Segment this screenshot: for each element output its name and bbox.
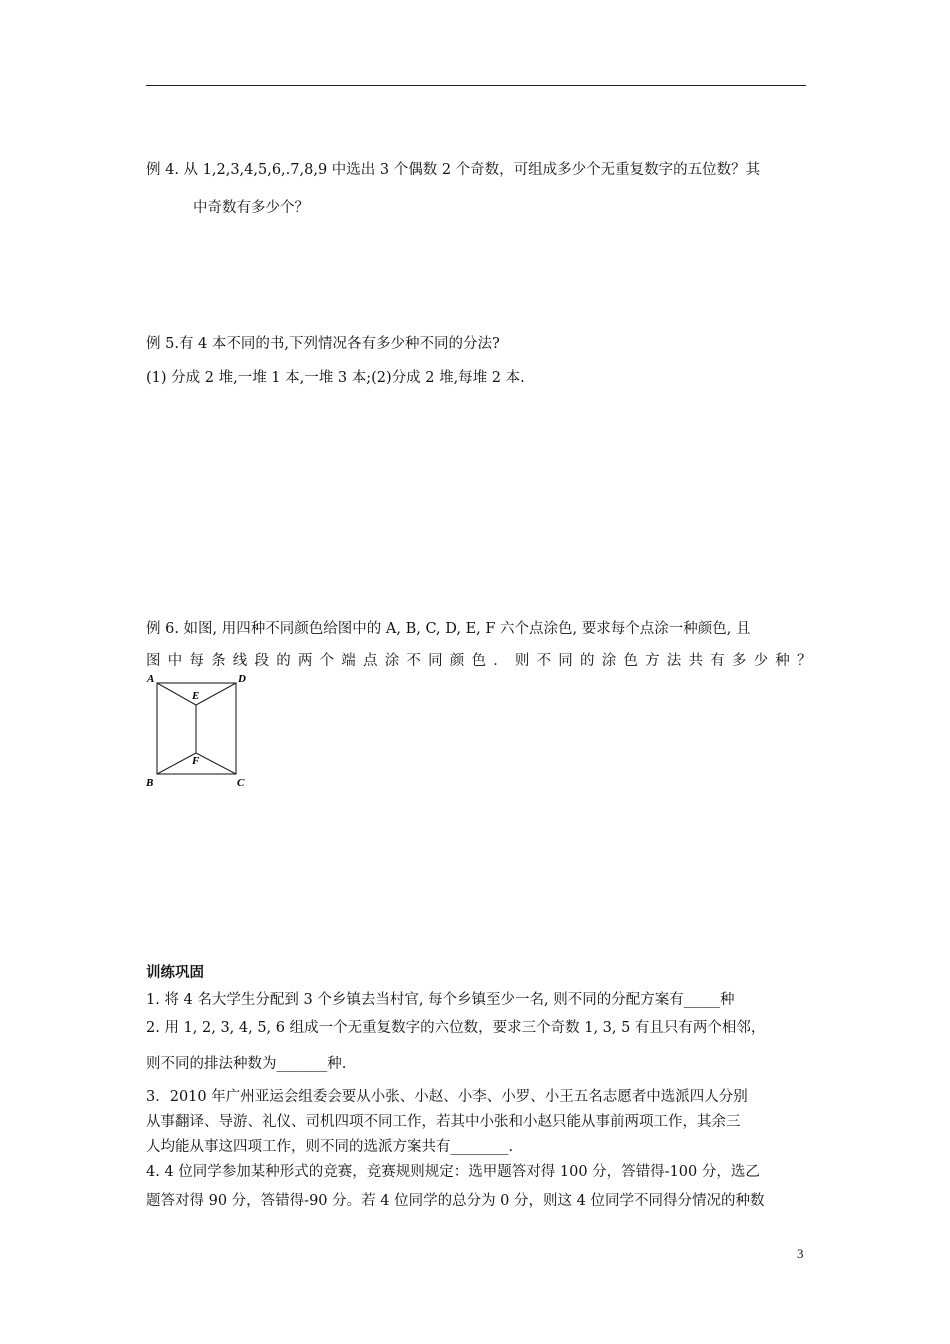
example4-line2: 中奇数有多少个？ xyxy=(193,200,309,216)
segment-CF xyxy=(196,753,236,774)
practice-q4-line2: 题答对得 90 分，答错得-90 分。若 4 位同学的总分为 0 分，则这 4 位同学不同得分情况的种数 xyxy=(146,1193,765,1209)
label-C: C xyxy=(237,777,245,788)
page-number: 3 xyxy=(797,1246,804,1261)
practice-heading: 训练巩固 xyxy=(146,965,204,981)
example4-line1: 例 4. 从 1,2,3,4,5,6,.7,8,9 中选出 3 个偶数 2 个奇数，可组成多少个无重复数字的五位数？其 xyxy=(146,162,761,178)
practice-q2-line1: 2. 用 1, 2, 3, 4, 5, 6 组成一个无重复数字的六位数，要求三个奇数 1, 3, 5 有且只有两个相邻， xyxy=(146,1020,766,1036)
header-rule xyxy=(146,85,806,86)
practice-q3-line1: 3．2010 年广州亚运会组委会要从小张、小赵、小李、小罗、小王五名志愿者中选派四人分别 xyxy=(146,1089,748,1105)
example6-line2: 图中每条线段的两个端点涂不同颜色．则不同的涂色方法共有多少种？ xyxy=(146,653,819,669)
practice-q3-line3: 人均能从事这四项工作，则不同的选派方案共有________. xyxy=(146,1139,514,1155)
example5-line1: 例 5.有 4 本不同的书,下列情况各有多少种不同的分法? xyxy=(146,336,500,352)
practice-q1: 1. 将 4 名大学生分配到 3 个乡镇去当村官, 每个乡镇至少一名, 则不同的分配方案有_____种 xyxy=(146,992,735,1008)
label-A: A xyxy=(147,673,155,685)
figure-svg xyxy=(140,668,252,788)
example6-line1: 例 6. 如图, 用四种不同颜色给图中的 A, B, C, D, E, F 六个点涂色, 要求每个点涂一种颜色, 且 xyxy=(146,621,751,637)
practice-q3-line2: 从事翻译、导游、礼仪、司机四项不同工作，若其中小张和小赵只能从事前两项工作，其余三 xyxy=(146,1114,741,1130)
segment-DE xyxy=(196,683,236,705)
rectangle-figure xyxy=(140,668,252,788)
label-F: F xyxy=(192,755,200,767)
label-D: D xyxy=(238,673,246,685)
segment-AE xyxy=(157,683,196,705)
segment-BF xyxy=(157,753,196,774)
practice-q4-line1: 4. 4 位同学参加某种形式的竞赛，竞赛规则规定：选甲题答对得 100 分，答错得-100 分，选乙 xyxy=(146,1164,760,1180)
practice-q2-line2: 则不同的排法种数为_______种. xyxy=(146,1056,347,1072)
label-B: B xyxy=(146,777,154,788)
example5-line2: (1) 分成 2 堆,一堆 1 本,一堆 3 本;(2)分成 2 堆,每堆 2 本. xyxy=(146,370,525,386)
label-E: E xyxy=(192,690,200,702)
